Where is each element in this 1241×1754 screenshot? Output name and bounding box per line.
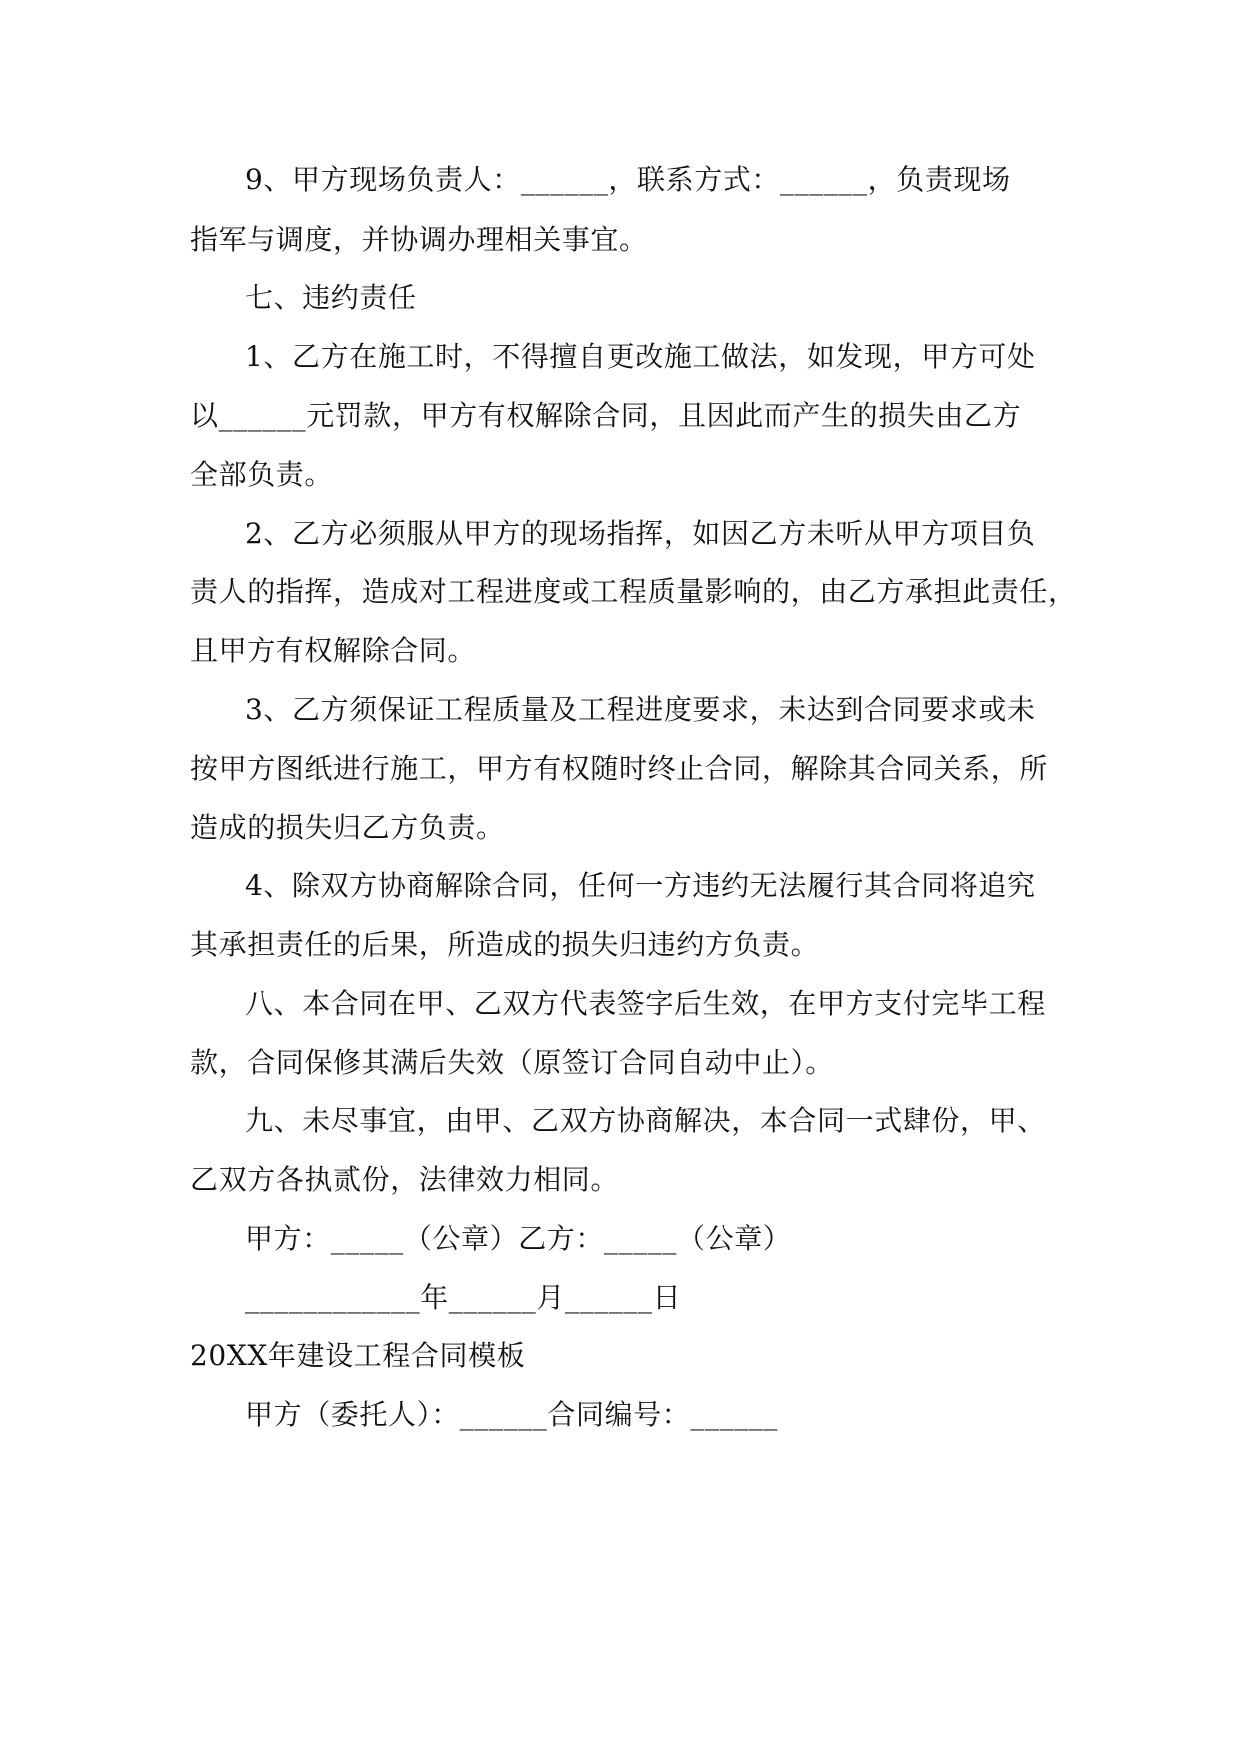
section-7-heading: 七、违约责任 xyxy=(245,281,417,314)
section-8-line-2: 款，合同保修其满后失效（原签订合同自动中止）。 xyxy=(190,1046,834,1079)
signature-line: 甲方：_____（公章）乙方：_____（公章） xyxy=(245,1222,792,1255)
clause-9-line-2: 指军与调度，并协调办理相关事宜。 xyxy=(190,223,648,256)
document-title: 20XX年建设工程合同模板 xyxy=(190,1339,526,1372)
date-line: ____________年______月______日 xyxy=(245,1281,682,1314)
breach-4-line-1: 4、除双方协商解除合同，任何一方违约无法履行其合同将追究 xyxy=(245,869,1036,902)
breach-2-line-3: 且甲方有权解除合同。 xyxy=(190,634,477,667)
breach-3-line-1: 3、乙方须保证工程质量及工程进度要求，未达到合同要求或未 xyxy=(245,693,1036,726)
breach-1-line-1: 1、乙方在施工时，不得擅自更改施工做法，如发现，甲方可处 xyxy=(245,340,1036,373)
section-8-line-1: 八、本合同在甲、乙双方代表签字后生效，在甲方支付完毕工程 xyxy=(245,987,1046,1020)
breach-2-line-2: 责人的指挥，造成对工程进度或工程质量影响的，由乙方承担此责任， xyxy=(190,575,1077,608)
breach-1-line-3: 全部负责。 xyxy=(190,458,334,491)
breach-4-line-2: 其承担责任的后果，所造成的损失归违约方负责。 xyxy=(190,928,820,961)
principal-contract-number-line: 甲方（委托人）：______合同编号：______ xyxy=(245,1398,779,1431)
breach-3-line-2: 按甲方图纸进行施工，甲方有权随时终止合同，解除其合同关系，所 xyxy=(190,752,1049,785)
breach-2-line-1: 2、乙方必须服从甲方的现场指挥，如因乙方未听从甲方项目负 xyxy=(245,517,1036,550)
breach-3-line-3: 造成的损失归乙方负责。 xyxy=(190,811,505,844)
section-9-line-1: 九、未尽事宜，由甲、乙双方协商解决，本合同一式肆份，甲、 xyxy=(245,1104,1046,1137)
clause-9-line-1: 9、甲方现场负责人：______，联系方式：______，负责现场 xyxy=(245,163,1011,196)
breach-1-line-2: 以______元罚款，甲方有权解除合同，且因此而产生的损失由乙方 xyxy=(190,399,1022,432)
section-9-line-2: 乙双方各执贰份，法律效力相同。 xyxy=(190,1163,620,1196)
